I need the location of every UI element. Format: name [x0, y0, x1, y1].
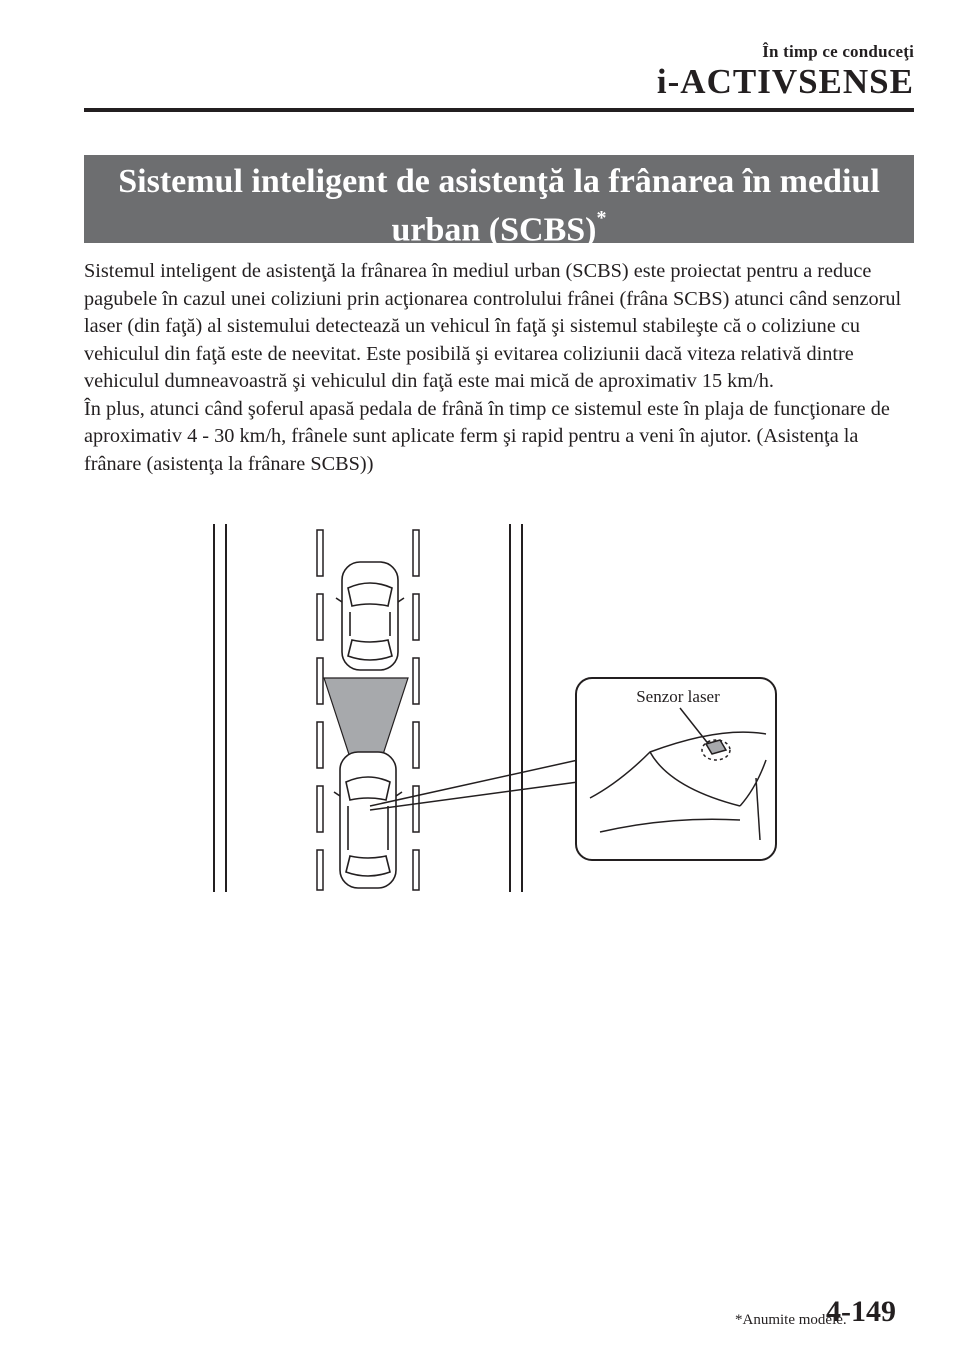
- model-marker: *: [596, 207, 607, 229]
- header-rule: [84, 108, 914, 112]
- callout-label: Senzor laser: [636, 687, 720, 706]
- own-car: [334, 752, 402, 888]
- scbs-diagram: [200, 520, 800, 905]
- callout-connector: [370, 760, 578, 810]
- body-text: [84, 258, 914, 478]
- header-section: În timp ce conduceţi: [762, 42, 914, 61]
- paragraph-1: Sistemul inteligent de asistenţă la frânarea în mediul urban (SCBS) este proiectat pentru a reduce pagubele în cazul unei coliziuni prin acţionarea controlului frânei (frâna SCBS) atunci când senzorul laser (din faţă) al sistemului detectează un vehicul în faţă şi sistemul stabileşte că o coliziune cu vehiculul din faţă este de neevitat. Este posibilă şi evitarea coliziunii dacă viteza relativă dintre vehiculul dumneavoastră şi vehiculul din faţă este mai mică de aproximativ 15 km/h.: [84, 260, 902, 392]
- section-title: [84, 155, 914, 249]
- footer-note: *Anumite modele.: [735, 1312, 847, 1328]
- leading-car: [336, 562, 404, 670]
- section-title-text: Sistemul inteligent de asistenţă la frânarea în mediul urban (SCBS): [118, 163, 880, 249]
- paragraph-2: În plus, atunci când şoferul apasă pedala de frână în timp ce sistemul este în plaja de funcţionare de aproximativ 4 - 30 km/h, frânele sunt aplicate ferm şi rapid pentru a veni în ajutor. (Asistenţa la frânare (asistenţa la frânare SCBS)): [84, 397, 890, 475]
- scbs-illustration: [200, 520, 800, 900]
- header-chapter: i-ACTIVSENSE: [656, 62, 914, 101]
- page-number: 4-149: [826, 1295, 896, 1328]
